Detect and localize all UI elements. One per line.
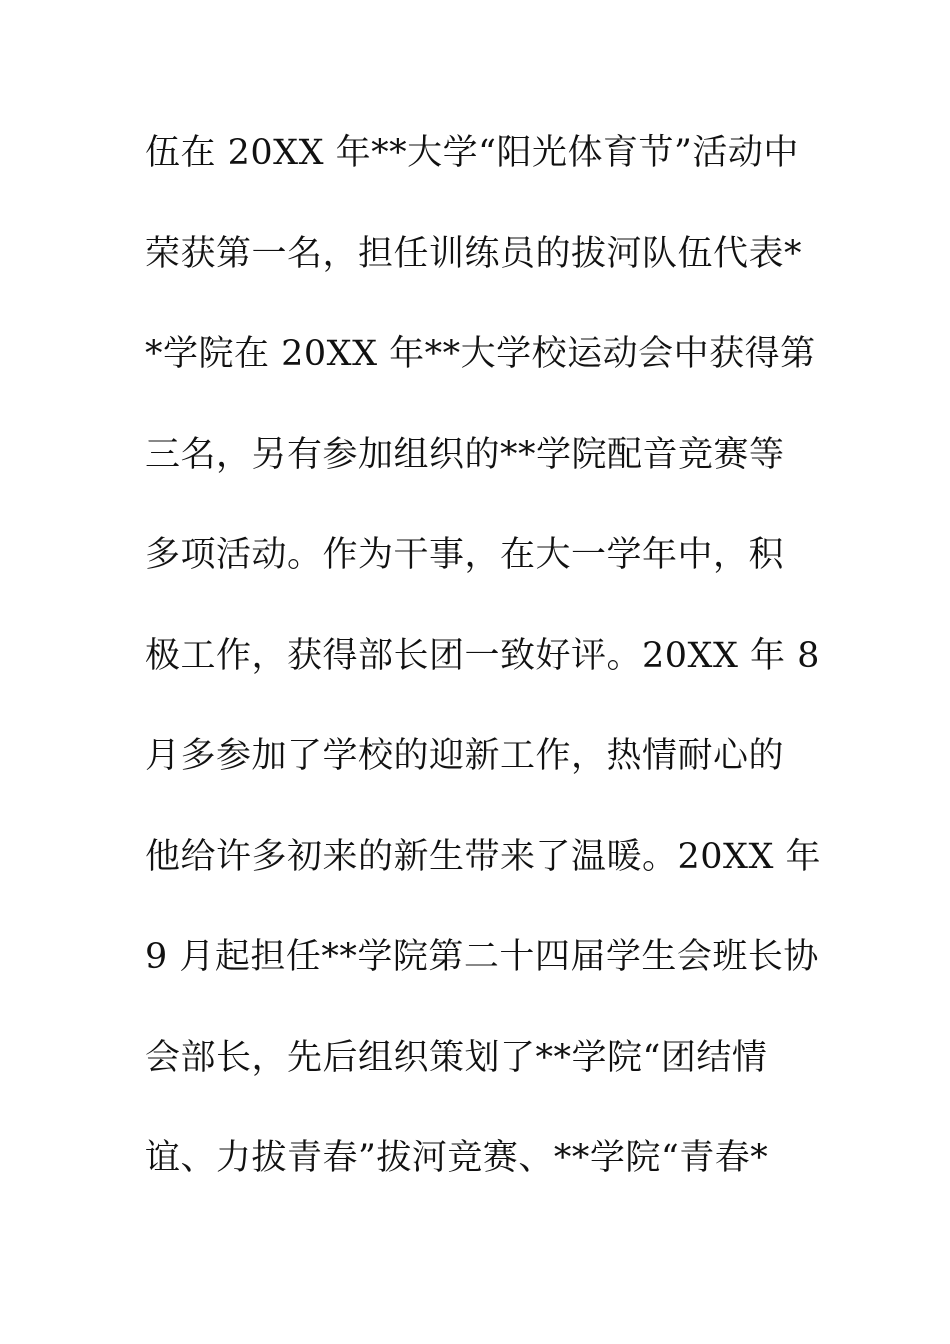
text-line-10: 会部长，先后组织策划了**学院“团结情 [145,1037,768,1078]
text-line-3: *学院在 20XX 年**大学校运动会中获得第 [145,334,816,374]
text-line-2: 荣获第一名，担任训练员的拔河队伍代表* [145,233,803,274]
text-line-4: 三名，另有参加组织的**学院配音竞赛等 [145,434,785,475]
text-line-6: 极工作，获得部长团一致好评。20XX 年 8 [145,635,820,676]
text-line-5: 多项活动。作为干事，在大一学年中，积 [145,535,785,575]
text-line-1: 伍在 20XX 年**大学“阳光体育节”活动中 [145,133,799,173]
text-line-9: 9 月起担任**学院第二十四届学生会班长协 [145,937,819,977]
text-line-8: 他给许多初来的新生带来了温暖。20XX 年 [145,836,821,877]
body-text [145,127,821,1233]
text-line-7: 月多参加了学校的迎新工作，热情耐心的 [145,736,785,776]
text-line-11: 谊、力拔青春”拔河竞赛、**学院“青春* [145,1138,769,1178]
